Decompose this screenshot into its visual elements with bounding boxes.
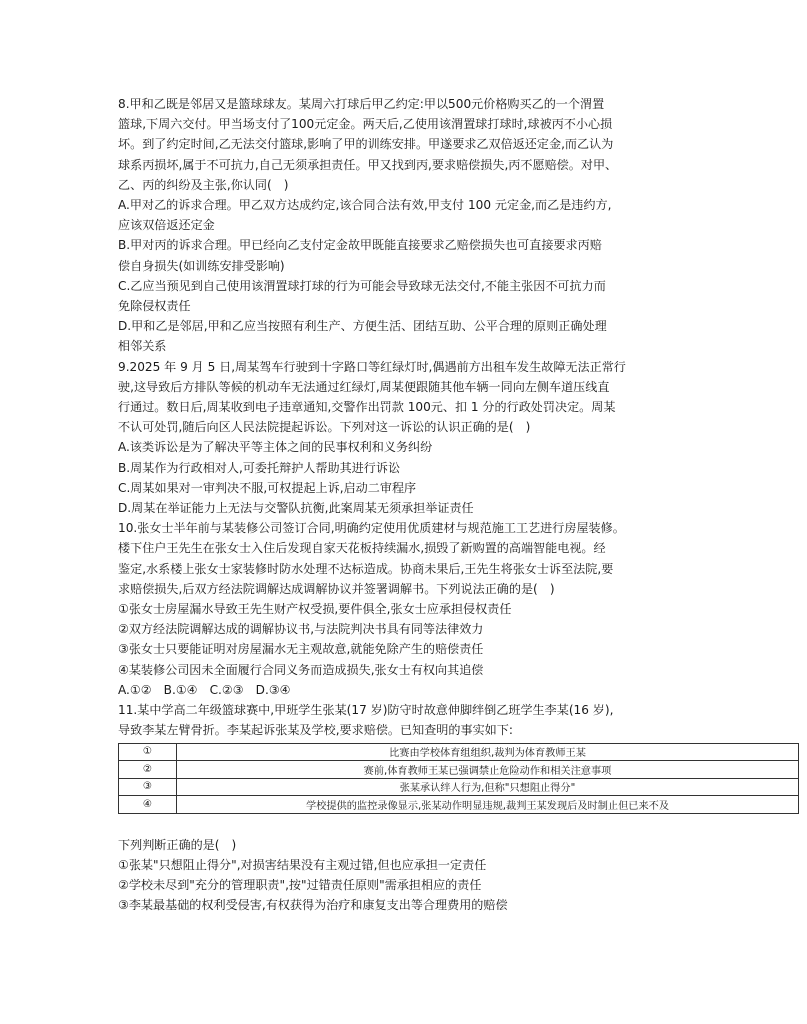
spacer [118, 814, 707, 835]
table-row [119, 743, 799, 761]
option-b-line: B.甲对丙的诉求合理。甲已经向乙支付定金故甲既能直接要求乙赔偿损失也可直接要求丙赔 [118, 238, 602, 253]
question-stem-line: 坏。到了约定时间,乙无法交付篮球,影响了甲的训练安排。甲遂要求乙双倍返还定金,而乙认为 [118, 137, 614, 152]
option-a-line: 应该双倍返还定金 [118, 218, 215, 233]
option-c-line: C.乙应当预见到自己使用该渭置球打球的行为可能会导致球无法交付,不能主张因不可抗力而 [118, 278, 606, 293]
question-stem-line: 行通过。数日后,周某收到电子违章通知,交警作出罚款 100元、扣 1 分的行政处罚决定。周某 [118, 400, 616, 415]
fact-text: 比赛由学校体育组组织,裁判为体育教师王某 [177, 743, 799, 761]
option-d-line: 相邻关系 [118, 339, 167, 354]
fact-number: ④ [119, 796, 177, 814]
table-row [119, 761, 799, 779]
question-stem-line: 10.张女士半年前与某装修公司签订合同,明确约定使用优质建材与规范施工工艺进行房屋装修。 [118, 521, 625, 536]
statement-2: ②双方经法院调解达成的调解协议书,与法院判决书具有同等法律效力 [118, 622, 484, 637]
question-stem-line: 8.甲和乙既是邻居又是篮球球友。某周六打球后甲乙约定:甲以500元价格购买乙的一个渭置 [118, 97, 605, 111]
statement-4: ④某装修公司因未全面履行合同义务而造成损失,张女士有权向其追偿 [118, 662, 484, 677]
fact-text: 学校提供的监控录像显示,张某动作明显违规,裁判王某发现后及时制止但已来不及 [177, 796, 799, 814]
question-10 [118, 518, 707, 700]
option-d: D.周某在举证能力上无法与交警队抗衡,此案周某无须承担举证责任 [118, 501, 474, 516]
question-8 [118, 94, 707, 357]
option-b-line: 偿自身损失(如训练安排受影响) [118, 258, 285, 273]
statement-3: ③张女士只要能证明对房屋漏水无主观故意,就能免除产生的赔偿责任 [118, 642, 484, 657]
option-a-line: A.甲对乙的诉求合理。甲乙双方达成约定,该合同合法有效,甲支付 100 元定金,而乙是违约方, [118, 198, 612, 213]
question-stem-line: 导致李某左臂骨折。李某起诉张某及学校,要求赔偿。已知查明的事实如下: [118, 723, 513, 738]
question-9 [118, 357, 707, 519]
facts-table [118, 743, 799, 814]
question-stem-line: 求赔偿损失,后双方经法院调解达成调解协议并签署调解书。下列说法正确的是( ) [118, 581, 555, 596]
option-b: B.周某作为行政相对人,可委托辩护人帮助其进行诉讼 [118, 460, 401, 475]
fact-text: 张某承认绊人行为,但称"只想阻止得分" [177, 778, 799, 796]
option-a: A.该类诉讼是为了解决平等主体之间的民事权利和义务纠纷 [118, 440, 433, 455]
table-row [119, 796, 799, 814]
statement-1: ①张女士房屋漏水导致王先生财产权受损,要件俱全,张女士应承担侵权责任 [118, 602, 512, 617]
answer-choices: A.①② B.①④ C.②③ D.③④ [118, 682, 291, 697]
question-prompt: 下列判断正确的是( ) [118, 837, 237, 852]
option-d-line: D.甲和乙是邻居,甲和乙应当按照有利生产、方便生活、团结互助、公平合理的原则正确处理 [118, 319, 607, 334]
question-stem-line: 11.某中学高二年级篮球赛中,甲班学生张某(17 岁)防守时故意伸脚绊倒乙班学生李某(16 岁), [118, 703, 614, 718]
question-stem-line: 乙、丙的纠纷及主张,你认同( ) [118, 177, 289, 192]
question-stem-line: 鉴定,水系楼上张女士家装修时防水处理不达标造成。协商未果后,王先生将张女士诉至法院,要 [118, 561, 614, 576]
question-stem-line: 篮球,下周六交付。甲当场支付了100元定金。两天后,乙使用该渭置球打球时,球被丙不小心损 [118, 117, 613, 132]
fact-number: ① [119, 743, 177, 761]
statement-2: ②学校未尽到"充分的管理职责",按"过错责任原则"需承担相应的责任 [118, 877, 482, 892]
statement-3: ③李某最基础的权利受侵害,有权获得为治疗和康复支出等合理费用的赔偿 [118, 898, 508, 913]
question-stem-line: 球系丙损坏,属于不可抗力,自己无须承担责任。甲又找到丙,要求赔偿损失,丙不愿赔偿。对甲、 [118, 157, 618, 172]
question-11 [118, 700, 707, 915]
option-c-line: 免除侵权责任 [118, 299, 191, 314]
fact-number: ③ [119, 778, 177, 796]
question-stem-line: 驶,这导致后方排队等候的机动车无法通过红绿灯,周某便跟随其他车辆一同向左侧车道压线直 [118, 379, 610, 394]
question-stem-line: 9.2025 年 9 月 5 日,周某驾车行驶到十字路口等红绿灯时,偶遇前方出租车发生故障无法正常行 [118, 359, 626, 374]
question-stem-line: 楼下住户王先生在张女士入住后发现自家天花板持续漏水,损毁了新购置的高端智能电视。经 [118, 541, 606, 556]
table-row [119, 778, 799, 796]
fact-number: ② [119, 761, 177, 779]
fact-text: 赛前,体育教师王某已强调禁止危险动作和相关注意事项 [177, 761, 799, 779]
question-stem-line: 不认可处罚,随后向区人民法院提起诉讼。下列对这一诉讼的认识正确的是( ) [118, 420, 531, 435]
statement-1: ①张某"只想阻止得分",对损害结果没有主观过错,但也应承担一定责任 [118, 857, 487, 872]
option-c: C.周某如果对一审判决不服,可权提起上诉,启动二审程序 [118, 480, 417, 495]
